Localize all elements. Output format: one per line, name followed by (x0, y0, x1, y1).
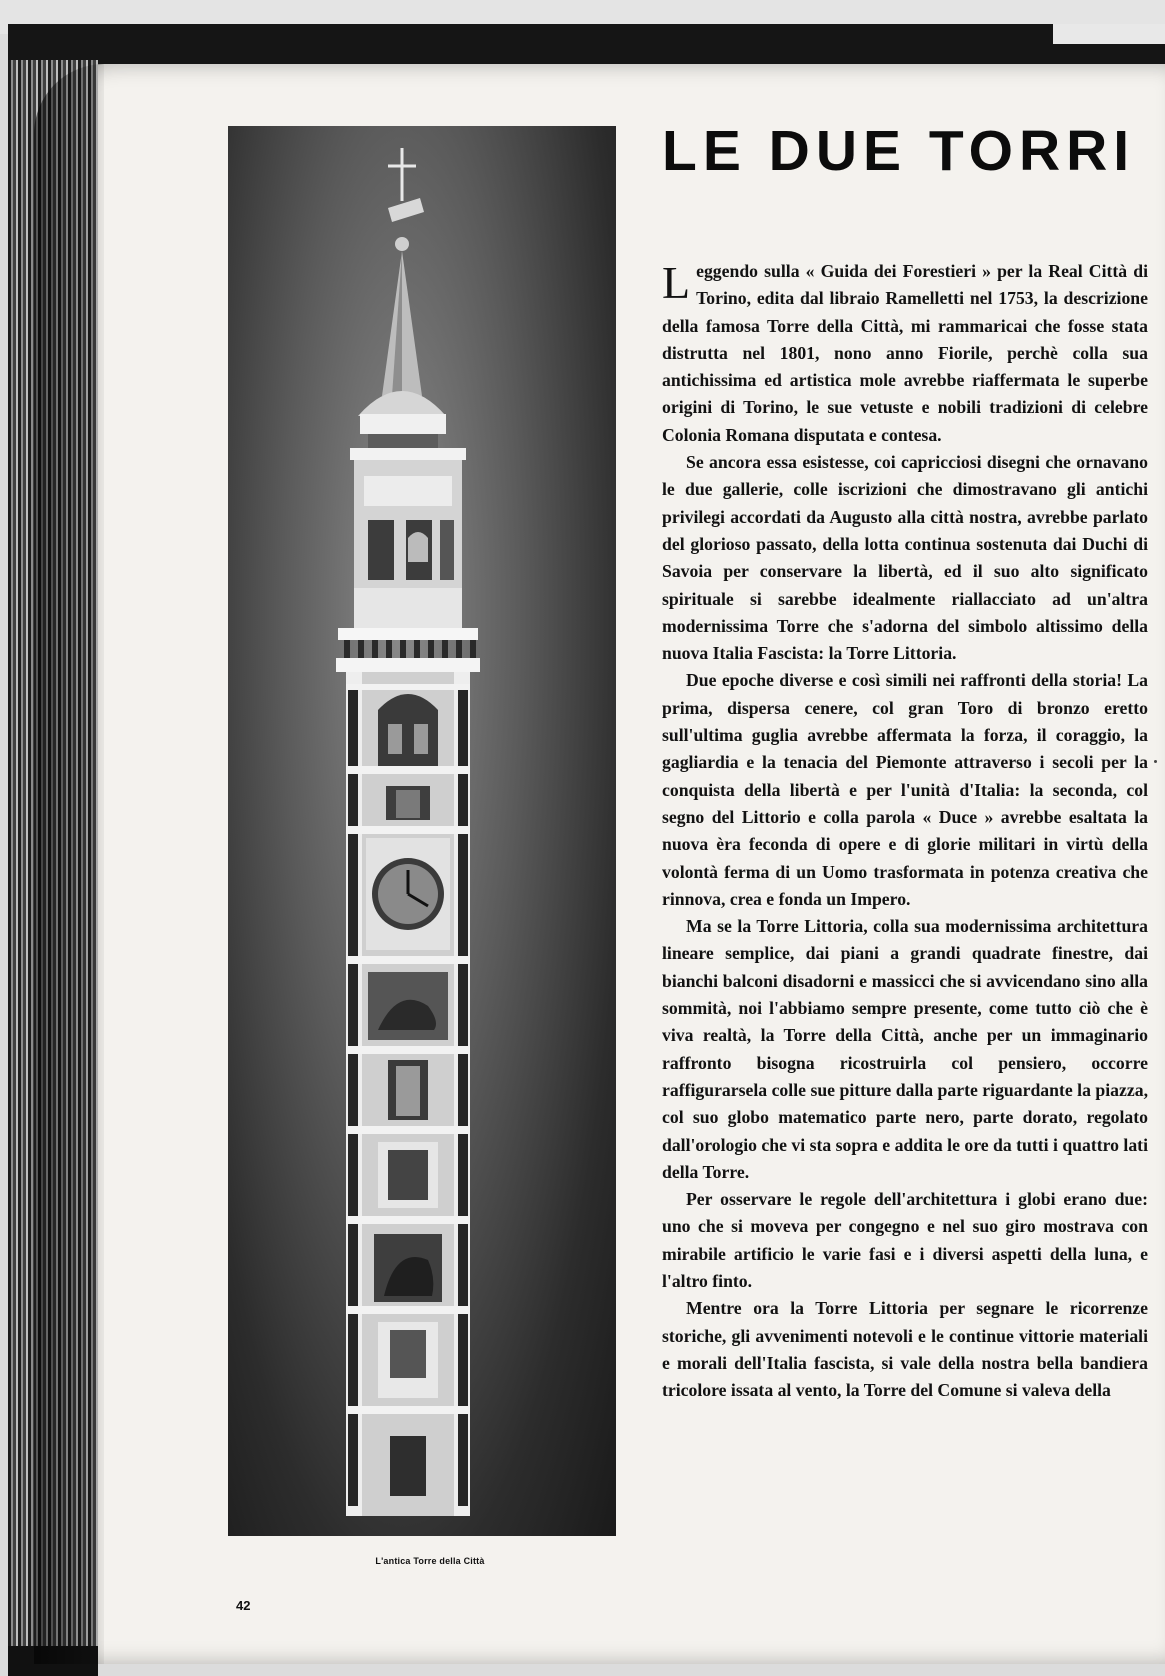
drop-cap: L (662, 257, 691, 308)
page-number: 42 (236, 1598, 251, 1613)
cross-finial (388, 148, 416, 201)
tower-illustration (228, 126, 616, 1536)
scan-speck (1154, 760, 1157, 763)
weather-vane (388, 198, 424, 222)
paragraph-3: Due epoche diverse e così simili nei raffronti della storia! La prima, dispersa cenere, col gran Toro di bronzo eretto sull'ultima guglia avrebbe affermata la forza, il coraggio, la gagliardia e la tenacia del Piemonte attraverso i secoli per la conquista della libertà e per l'unità d'Italia: la seconda, col segno del Littorio e colla parola « Duce » avrebbe esaltata la nuova èra feconda di opere e di glorie militari in virtù della volontà ferma di un Uomo trasformata in potenza creativa che rinnova, crea e fonda un Impero. (662, 670, 1148, 909)
paragraph-1 (662, 258, 1148, 449)
paragraph-1-text: eggendo sulla « Guida dei Forestieri » per la Real Città di Torino, edita dal libraio Ramelletti nel 1753, la descrizione della famosa Torre della Città, mi rammaricai che fosse stata distrutta nel 1801, nono anno Fiorile, perchè colla sua antichissima ed artistica mole avrebbe riaffermata le superbe origini di Torino, le sue vetuste e nobili tradizioni di celebre Colonia Romana disputata e contesa. (662, 261, 1148, 445)
upper-gallery (344, 640, 476, 658)
paragraph-5: Per osservare le regole dell'architettura i globi erano due: uno che si moveva per congegno e nel suo giro mostrava con mirabile artificio le varie fasi e i diversi aspetti della luna, e l'altro finto. (662, 1189, 1148, 1291)
paragraph-2: Se ancora essa esistesse, coi capricciosi disegni che ornavano le due gallerie, colle iscrizioni che dimostravano gli antichi privilegi accordati da Augusto alla città nostra, avrebbe parlato del glorioso passato, della lotta continua sostenuta dai Duchi di Savoia per conservare la libertà, ed il suo alto significato spirituale si sarebbe idealmente riallacciato ad un'altra modernissima Torre che s'adorna del simbolo altissimo della nuova Italia Fascista: la Torre Littoria. (662, 452, 1148, 664)
scan-dark-band (8, 24, 1165, 68)
tower-photograph (228, 126, 616, 1536)
paragraph-4: Ma se la Torre Littoria, colla sua modernissima architettura lineare semplice, dai piani a grandi quadrate finestre, dai bianchi balconi disadorni e massicci che si avvicendano sino alla sommità, noi l'abbiamo sempre presente, come tutto ciò che è viva realtà, la Torre della Città, anche per un immaginario raffronto bisogna ricostruirla col pensiero, occorre raffigurarsela colle sue pitture dalla parte riguardante la piazza, col suo globo matematico parte nero, parte dorato, regolato dall'orologio che vi sta sopra e addita le ore da tutti i quattro lati della Torre. (662, 916, 1148, 1182)
article-title: LE DUE TORRI (662, 119, 1136, 183)
photo-caption: L'antica Torre della Città (375, 1556, 485, 1566)
article-body (662, 258, 1148, 1404)
page-gutter-shadow (34, 64, 104, 1664)
paragraph-6: Mentre ora la Torre Littoria per segnare le ricorrenze storiche, gli avvenimenti notevoli e le continue vittorie materiali e morali dell'Italia fascista, si vale della nostra bella bandiera tricolore issata al vento, la Torre del Comune si valeva della (662, 1298, 1148, 1401)
